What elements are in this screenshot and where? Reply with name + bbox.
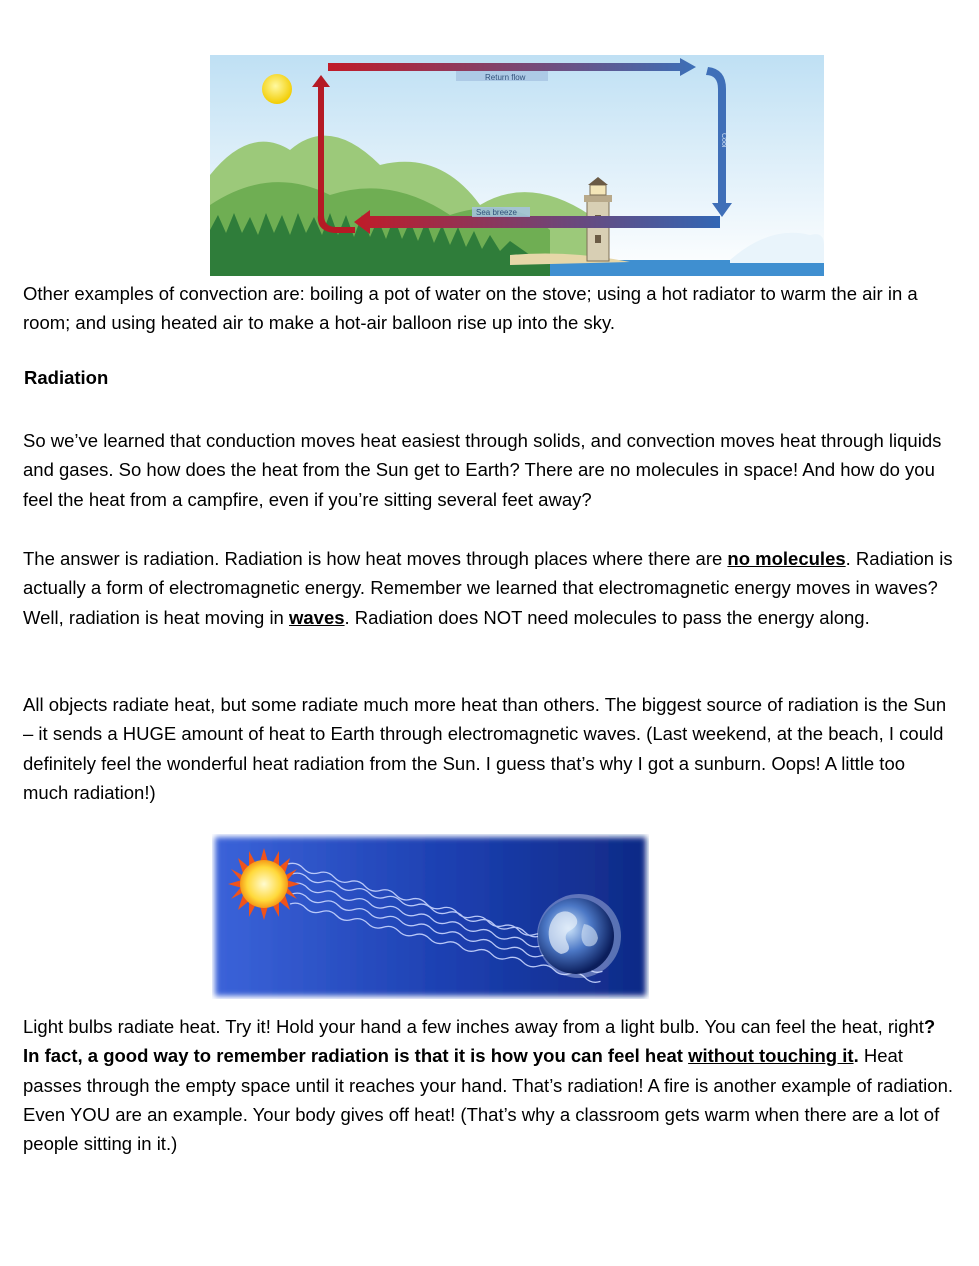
paragraph-convection-examples: Other examples of convection are: boiling a pot of water on the stove; using a hot radiator to warm the air in a room; and using heated air to make a hot-air balloon rise up into the sky. bbox=[23, 283, 918, 334]
paragraph-light-bulbs bbox=[23, 1012, 953, 1158]
text: . Radiation is actually a form of electromagnetic energy. Remember we learned that electromagnetic energy moves in waves? Well, radiation is heat moving in bbox=[23, 548, 953, 628]
emphasis-period: . bbox=[853, 1045, 859, 1067]
sun-icon bbox=[228, 848, 300, 920]
text: Heat passes through the empty space until it reaches your hand. That’s radiation! A fire is another example of radiation. Even YOU are an example. Your body gives off heat! (That’s why a classroom gets warm when there are a lot of people sitting in it.) bbox=[23, 1045, 954, 1155]
text: . Radiation does NOT need molecules to pass the energy along. bbox=[344, 606, 870, 628]
paragraph-radiation-answer bbox=[23, 544, 953, 632]
paragraph-objects-radiate: All objects radiate heat, but some radiate much more heat than others. The biggest source of radiation is the Sun – it sends a HUGE amount of heat to Earth through electromagnetic waves. (Last weekend, at the beach, I could definitely feel the wonderful heat radiation from the Sun. I guess that’s why I got a sunburn. Oops! A little too much radiation!) bbox=[23, 694, 947, 803]
emphasis-key-idea: ? In fact, a good way to remember radiation is that it is how you can feel heat bbox=[23, 1016, 936, 1067]
text: The answer is radiation. Radiation is how heat moves through places where there are bbox=[23, 548, 728, 569]
emphasis-without: without bbox=[688, 1045, 760, 1067]
section-heading-radiation: Radiation bbox=[24, 367, 109, 388]
label-sea-breeze: Sea breeze bbox=[476, 208, 517, 217]
emphasis-touching-it: touching it bbox=[759, 1045, 854, 1067]
emphasis-waves: waves bbox=[288, 606, 345, 628]
sun-icon bbox=[262, 74, 292, 104]
emphasis-no-molecules: no molecules bbox=[727, 548, 846, 569]
label-cool: Cool bbox=[720, 133, 727, 148]
label-return-flow: Return flow bbox=[485, 73, 526, 82]
text: Light bulbs radiate heat. Try it! Hold your hand a few inches away from a light bulb. You can feel the heat, right bbox=[23, 1016, 924, 1037]
sun-to-earth-radiation-illustration bbox=[212, 834, 649, 999]
sea-breeze-diagram bbox=[210, 55, 824, 276]
paragraph-radiation-intro: So we’ve learned that conduction moves heat easiest through solids, and convection moves heat through liquids and gases. So how does the heat from the Sun get to Earth? There are no molecules in space! And how do you feel the heat from a campfire, even if you’re sitting several feet away? bbox=[23, 430, 942, 510]
earth-icon bbox=[537, 894, 621, 978]
